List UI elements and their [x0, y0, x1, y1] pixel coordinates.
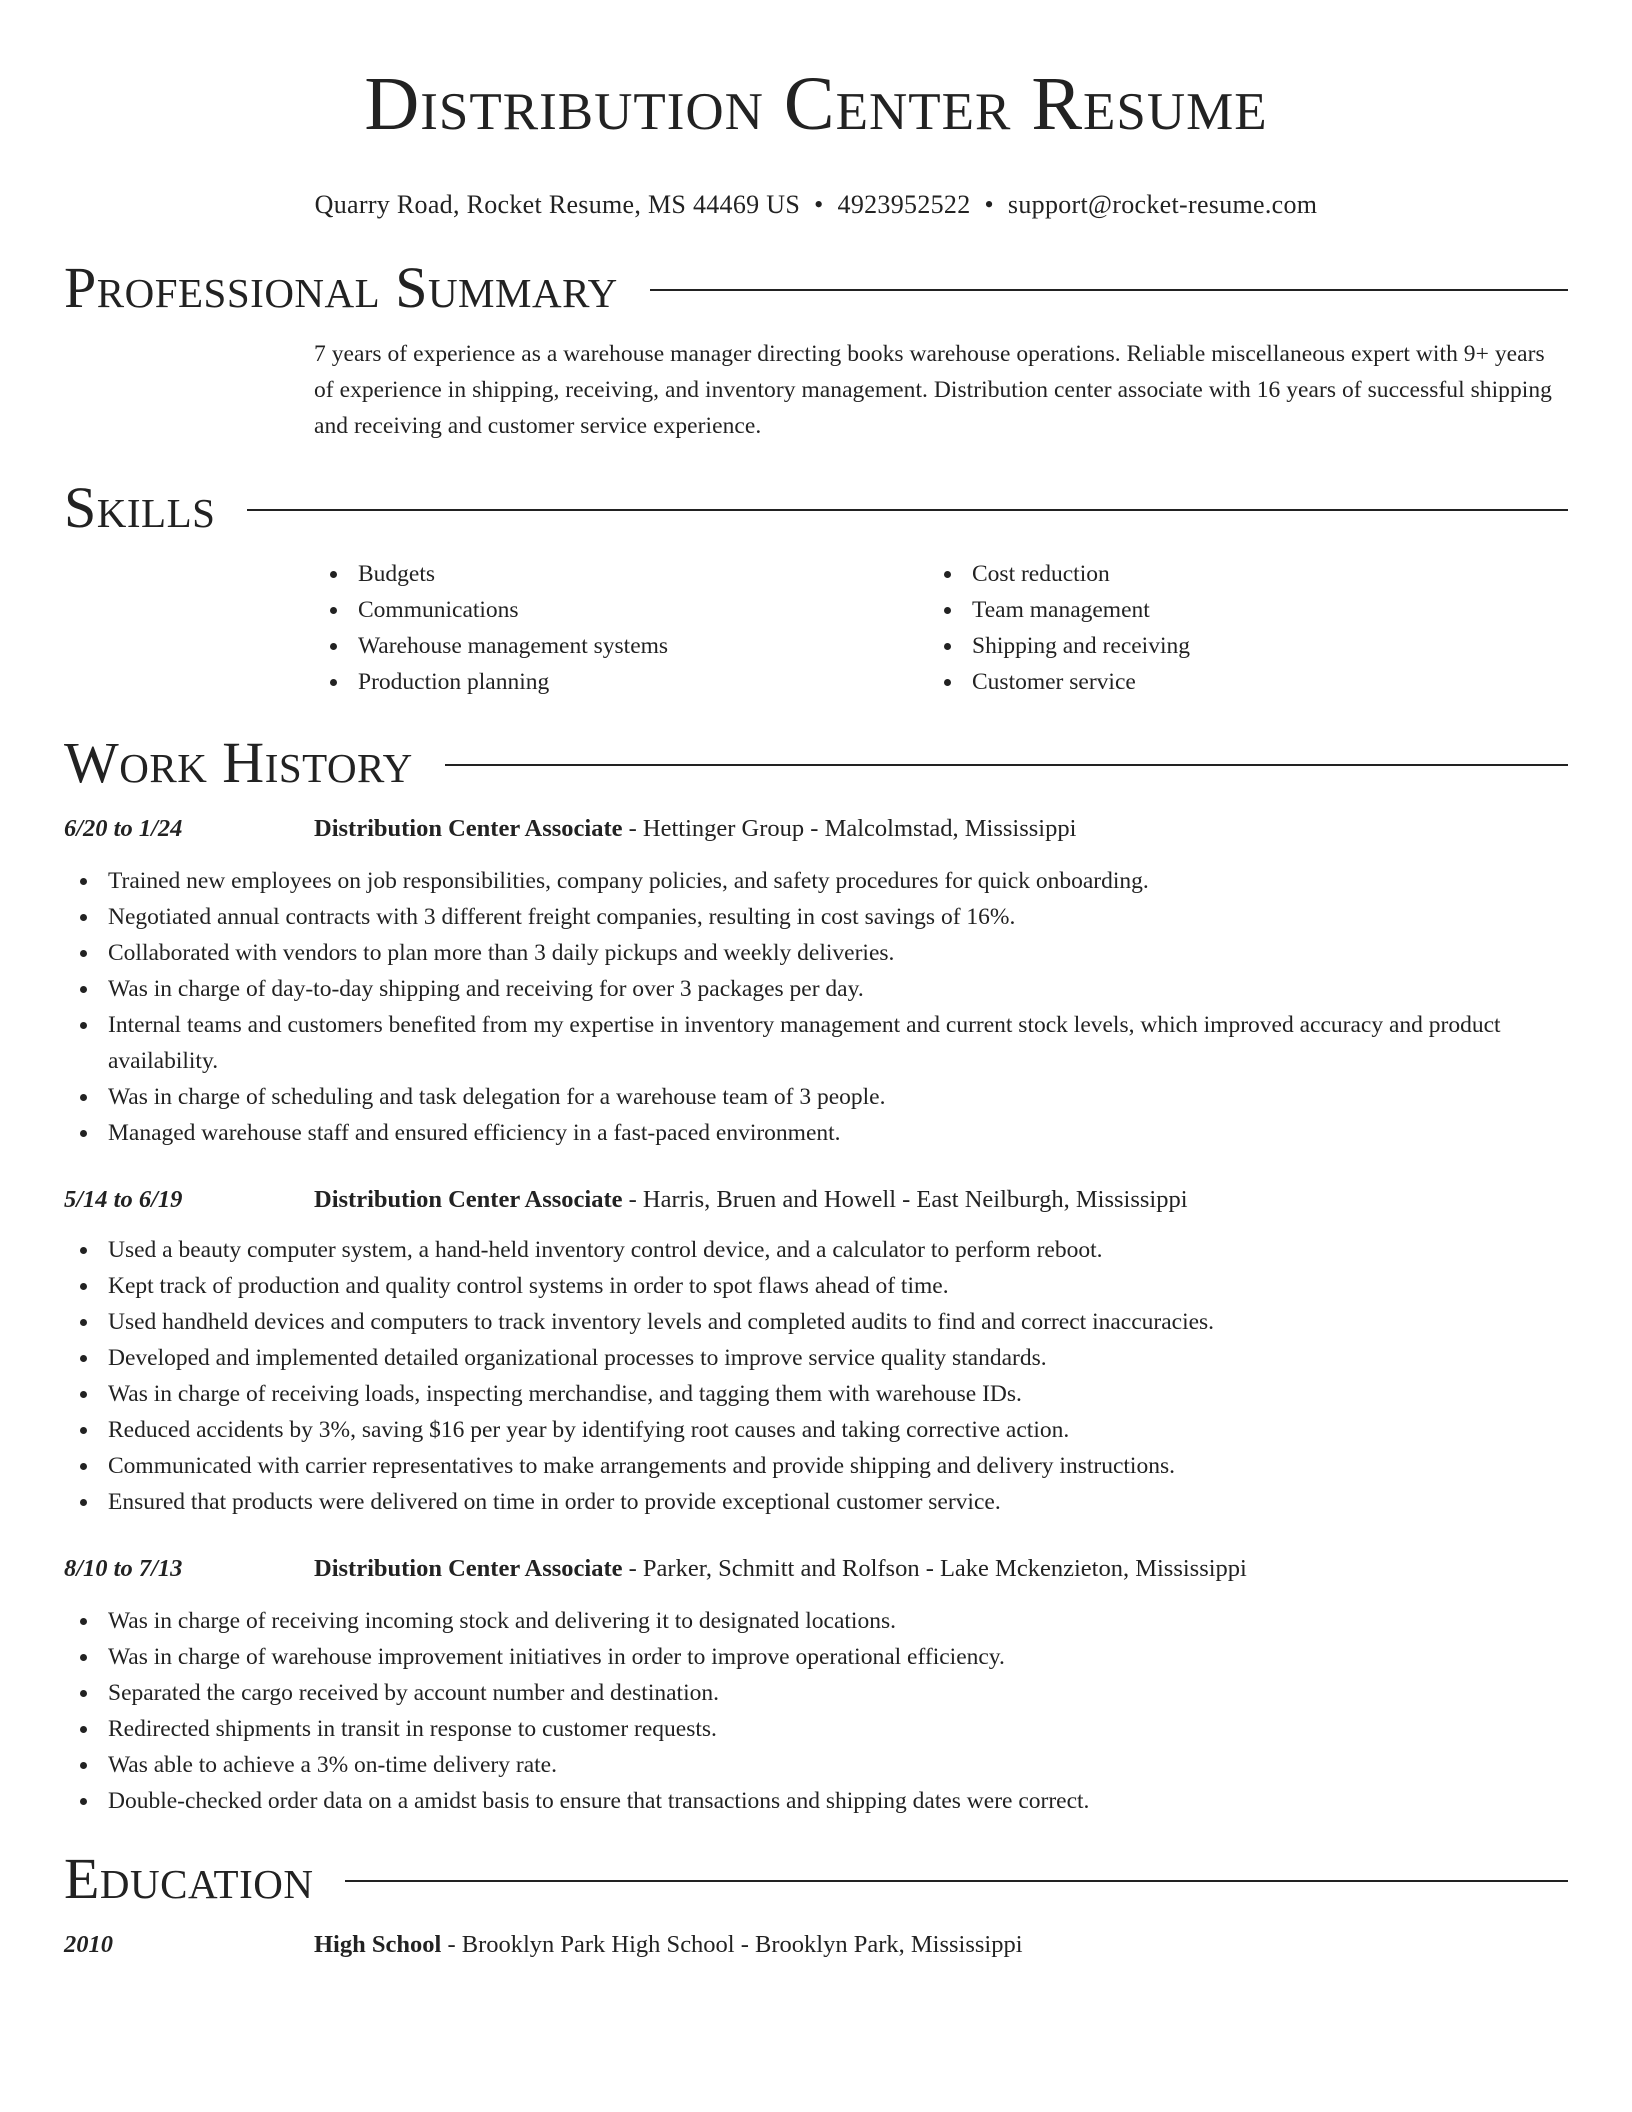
contact-separator: • [984, 190, 994, 219]
job-title: Distribution Center Associate [314, 1555, 623, 1582]
summary-heading: Professional Summary [64, 255, 618, 320]
education-degree: High School [314, 1931, 442, 1958]
job-title: Distribution Center Associate [314, 815, 623, 842]
job-bullet: Used a beauty computer system, a hand-held inventory control device, and a calculator to perform reboot. [64, 1232, 1568, 1268]
summary-section-header [64, 255, 1568, 321]
job-bullet: Was in charge of receiving incoming stock and delivering it to designated locations. [64, 1603, 1568, 1639]
job-dates: 5/14 to 6/19 [64, 1186, 183, 1213]
education-heading-line [314, 1928, 1023, 1962]
education-section-header [64, 1846, 1568, 1912]
skills-column-1 [314, 556, 928, 700]
work-heading: Work History [64, 730, 413, 795]
skill-item: Shipping and receiving [928, 628, 1542, 664]
job-bullet: Redirected shipments in transit in response to customer requests. [64, 1711, 1568, 1747]
job-bullet: Managed warehouse staff and ensured efficiency in a fast-paced environment. [64, 1115, 1568, 1151]
section-divider [247, 509, 1568, 511]
education-header [64, 1928, 1568, 1962]
job-bullet: Ensured that products were delivered on time in order to provide exceptional customer service. [64, 1484, 1568, 1520]
job-bullet: Kept track of production and quality control systems in order to spot flaws ahead of time. [64, 1268, 1568, 1304]
job-bullet: Was in charge of day-to-day shipping and receiving for over 3 packages per day. [64, 971, 1568, 1007]
skill-item: Team management [928, 592, 1542, 628]
job-details: - Hettinger Group - Malcolmstad, Mississippi [622, 815, 1077, 842]
education-year: 2010 [64, 1931, 113, 1958]
job-heading-line [314, 1552, 1247, 1586]
job-header [64, 1183, 1568, 1217]
job-heading-line [314, 812, 1076, 846]
resume-title: Distribution Center Resume [364, 62, 1268, 146]
contact-phone: 4923952522 [837, 190, 971, 219]
skills-heading: Skills [64, 475, 216, 540]
job-bullet: Separated the cargo received by account number and destination. [64, 1675, 1568, 1711]
skill-item: Production planning [314, 664, 928, 700]
job-bullet: Internal teams and customers benefited from my expertise in inventory management and current stock levels, which improved accuracy and product availability. [64, 1007, 1568, 1079]
skills-list [314, 556, 1568, 700]
job-bullet: Was in charge of scheduling and task delegation for a warehouse team of 3 people. [64, 1079, 1568, 1115]
job-bullet: Used handheld devices and computers to track inventory levels and completed audits to find and correct inaccuracies. [64, 1304, 1568, 1340]
education-entry [64, 1928, 1568, 1962]
job-bullet: Trained new employees on job responsibilities, company policies, and safety procedures for quick onboarding. [64, 863, 1568, 899]
job-header [64, 1552, 1568, 1586]
skills-section-header [64, 475, 1568, 541]
job-dates: 6/20 to 1/24 [64, 815, 183, 842]
job-entry [64, 812, 1568, 1151]
contact-separator: • [814, 190, 824, 219]
summary-body [314, 336, 1568, 444]
contact-address: Quarry Road, Rocket Resume, MS 44469 US [314, 190, 801, 219]
job-bullet: Double-checked order data on a amidst basis to ensure that transactions and shipping dates were correct. [64, 1783, 1568, 1819]
job-bullets [64, 863, 1568, 1151]
section-divider [650, 289, 1568, 291]
job-bullets [64, 1603, 1568, 1819]
job-entry [64, 1183, 1568, 1520]
job-details: - Parker, Schmitt and Rolfson - Lake Mckenzieton, Mississippi [622, 1555, 1247, 1582]
job-dates: 8/10 to 7/13 [64, 1555, 183, 1582]
contact-email: support@rocket-resume.com [1007, 190, 1318, 219]
work-section-header [64, 730, 1568, 796]
section-divider [345, 1880, 1568, 1882]
job-bullet: Developed and implemented detailed organizational processes to improve service quality standards. [64, 1340, 1568, 1376]
job-bullet: Collaborated with vendors to plan more than 3 daily pickups and weekly deliveries. [64, 935, 1568, 971]
job-bullet: Communicated with carrier representatives to make arrangements and provide shipping and delivery instructions. [64, 1448, 1568, 1484]
job-header [64, 812, 1568, 846]
skill-item: Budgets [314, 556, 928, 592]
job-bullet: Was able to achieve a 3% on-time delivery rate. [64, 1747, 1568, 1783]
skill-item: Customer service [928, 664, 1542, 700]
job-title: Distribution Center Associate [314, 1186, 623, 1213]
summary-text: 7 years of experience as a warehouse manager directing books warehouse operations. Reliable miscellaneous expert with 9+ years of experience in shipping, receiving, and inventory management. Distribution center associate with 16 years of successful shipping and receiving and customer service experience. [314, 341, 1552, 439]
skills-column-2 [928, 556, 1542, 700]
job-bullet: Was in charge of warehouse improvement initiatives in order to improve operational efficiency. [64, 1639, 1568, 1675]
education-heading: Education [64, 1846, 314, 1911]
job-bullet: Negotiated annual contracts with 3 different freight companies, resulting in cost savings of 16%. [64, 899, 1568, 935]
job-bullet: Was in charge of receiving loads, inspecting merchandise, and tagging them with warehouse IDs. [64, 1376, 1568, 1412]
section-divider [445, 764, 1568, 766]
contact-line [64, 188, 1568, 222]
education-details: - Brooklyn Park High School - Brooklyn Park, Mississippi [441, 1931, 1023, 1958]
job-entry [64, 1552, 1568, 1819]
job-details: - Harris, Bruen and Howell - East Neilburgh, Mississippi [622, 1186, 1188, 1213]
skill-item: Warehouse management systems [314, 628, 928, 664]
skill-item: Cost reduction [928, 556, 1542, 592]
skill-item: Communications [314, 592, 928, 628]
job-heading-line [314, 1183, 1188, 1217]
job-bullets [64, 1232, 1568, 1520]
job-bullet: Reduced accidents by 3%, saving $16 per year by identifying root causes and taking corrective action. [64, 1412, 1568, 1448]
